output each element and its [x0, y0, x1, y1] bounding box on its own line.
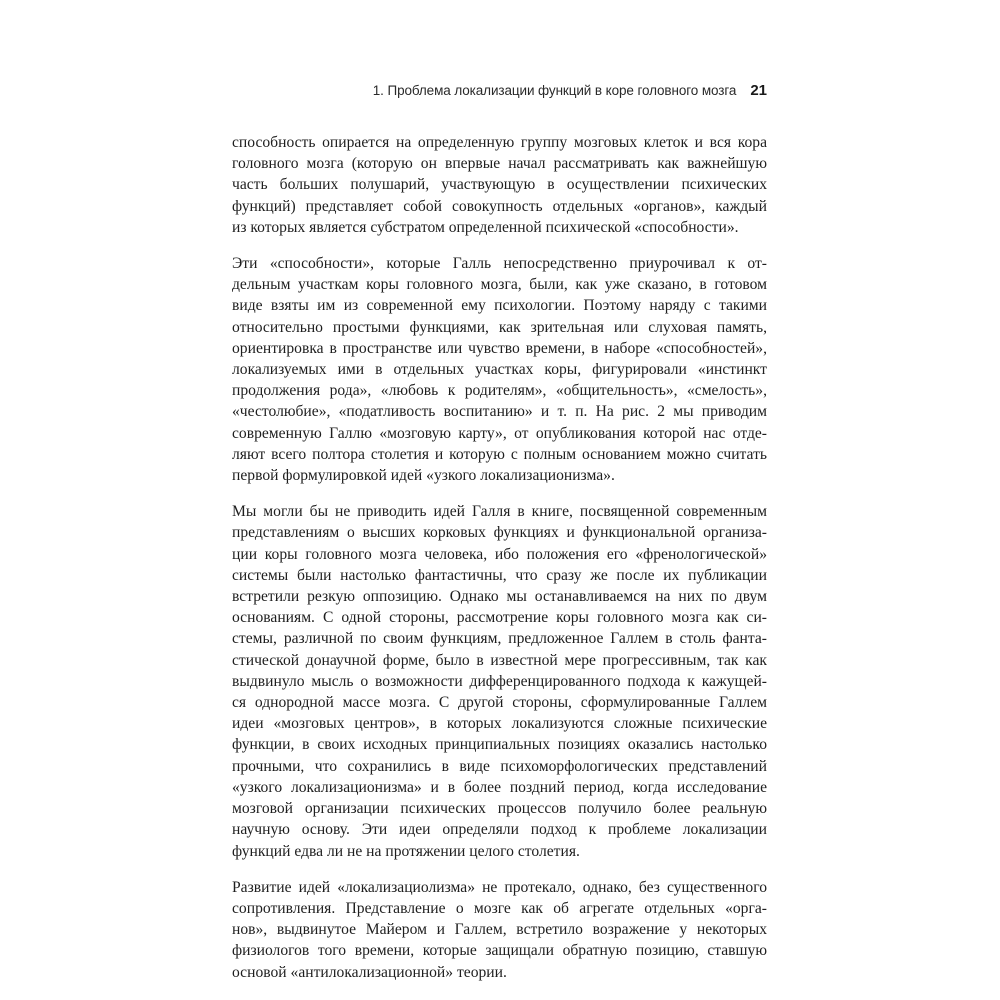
text-line: Эти «способности», которые Галль непосредственно приурочивал к от-: [232, 255, 767, 273]
text-line: продолжения рода», «любовь к родителям», «общительность», «смелость»,: [232, 382, 767, 400]
text-line: функций) представляет собой совокупность отдельных «органов», каждый: [232, 197, 767, 215]
text-line: основаниям. С одной стороны, рассмотрение коры головного мозга как си-: [232, 609, 767, 627]
text-line: современную Галлю «мозговую карту», от опубликования которой нас отде-: [232, 424, 767, 442]
text-line: из которых является субстратом определенной психической «способности».: [232, 218, 739, 236]
text-line: научную основу. Эти идеи определяли подход к проблеме локализации: [232, 821, 767, 839]
paragraph-3: [232, 501, 767, 861]
text-line: основой «антилокализационной» теории.: [232, 963, 507, 981]
text-line: «узкого локализационизма» и в более поздний период, когда исследование: [232, 778, 767, 796]
text-line: головного мозга (которую он впервые начал рассматривать как важнейшую: [232, 155, 767, 173]
text-line: представлениям о высших корковых функциях и функциональной организа-: [232, 524, 767, 542]
text-line: первой формулировкой идей «узкого локализационизма».: [232, 467, 615, 485]
text-line: Мы могли бы не приводить идей Галля в книге, посвященной современным: [232, 503, 767, 521]
running-header: [232, 82, 767, 106]
paragraph-2: [232, 253, 767, 486]
text-line: системы были настолько фантастичны, что сразу же после их публикации: [232, 566, 767, 584]
text-line: выдвинуло мысль о возможности дифференцированного подхода к кажущей-: [232, 672, 767, 690]
text-line: относительно простыми функциями, как зрительная или слуховая память,: [232, 318, 767, 336]
text-line: ся однородной массе мозга. С другой стороны, сформулированные Галлем: [232, 694, 767, 712]
text-line: «честолюбие», «податливость воспитанию» и т. п. На рис. 2 мы приводим: [232, 403, 767, 421]
text-line: ориентировка в пространстве или чувство времени, в наборе «способностей»,: [232, 339, 767, 357]
paragraph-1: [232, 132, 767, 238]
text-line: ляют всего полтора столетия и которую с полным основанием можно считать: [232, 445, 767, 463]
text-line: функции, в своих исходных принципиальных позициях оказались настолько: [232, 736, 767, 754]
text-line: прочными, что сохранились в виде психоморфологических представлений: [232, 757, 767, 775]
text-line: часть больших полушарий, участвующую в осуществлении психических: [232, 176, 767, 194]
chapter-title: 1. Проблема локализации функций в коре головного мозга: [372, 83, 737, 98]
text-line: дельным участкам коры головного мозга, были, как уже сказано, в готовом: [232, 276, 767, 294]
text-line: локализуемых ими в отдельных участках коры, фигурировали «инстинкт: [232, 361, 767, 379]
text-line: мозговой организации психических процессов получило более реальную: [232, 800, 767, 818]
body-text: [232, 132, 767, 998]
text-line: Развитие идей «локализациолизма» не протекало, однако, без существенного: [232, 878, 767, 896]
text-line: идеи «мозговых центров», в которых локализуются сложные психические: [232, 715, 767, 733]
text-line: нов», выдвинутое Майером и Галлем, встретило возражение у некоторых: [232, 921, 767, 939]
text-line: физиологов того времени, которые защищали обратную позицию, ставшую: [232, 942, 767, 960]
text-line: ции коры головного мозга человека, ибо положения его «френологической»: [232, 545, 767, 563]
paragraph-4: [232, 877, 767, 983]
text-line: стемы, различной по своим функциям, предложенное Галлем в столь фанта-: [232, 630, 767, 648]
text-line: стической донаучной форме, было в известной мере прогрессивным, так как: [232, 651, 767, 669]
text-line: функций едва ли не на протяжении целого столетия.: [232, 842, 580, 860]
page-number: 21: [750, 82, 767, 99]
text-line: способность опирается на определенную группу мозговых клеток и вся кора: [232, 134, 767, 151]
text-line: виде взяты им из современной ему психологии. Поэтому наряду с такими: [232, 297, 767, 315]
text-line: встретили резкую оппозицию. Однако мы останавливаемся на них по двум: [232, 588, 767, 606]
text-line: сопротивления. Представление о мозге как об агрегате отдельных «орга-: [232, 899, 767, 917]
